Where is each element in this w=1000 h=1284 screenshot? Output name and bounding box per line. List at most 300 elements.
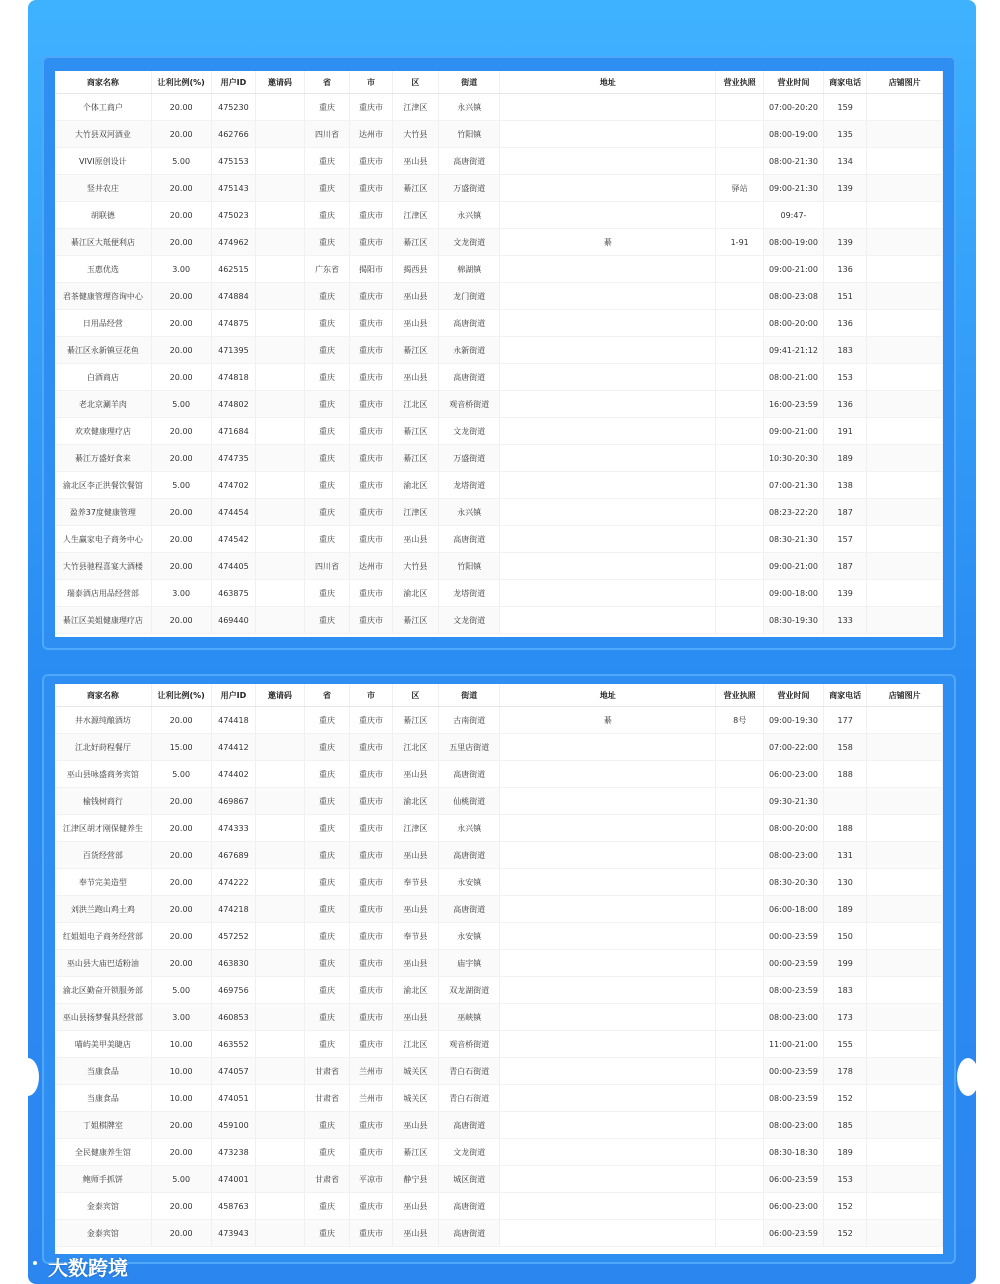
- cell-street: 双龙湖街道: [439, 977, 500, 1004]
- cell-street: 高唐街道: [439, 1220, 500, 1247]
- cell-city: 重庆市: [350, 977, 392, 1004]
- table-row[interactable]: [55, 256, 943, 283]
- cell-profit-ratio: 20.00: [151, 896, 211, 923]
- cell-shop-image: [867, 445, 943, 472]
- cell-profit-ratio: 20.00: [151, 1220, 211, 1247]
- cell-province: 重庆: [304, 896, 350, 923]
- cell-merchant-phone: 159: [823, 94, 866, 121]
- column-header-shop-image: 店铺图片: [867, 684, 943, 707]
- cell-address: [500, 364, 716, 391]
- cell-street: 城区街道: [439, 1166, 500, 1193]
- cell-merchant-phone: 134: [823, 148, 866, 175]
- cell-province: 重庆: [304, 734, 350, 761]
- cell-business-license: [716, 607, 764, 634]
- cell-user-id: 474412: [211, 734, 255, 761]
- cell-shop-image: [867, 896, 943, 923]
- cell-merchant-name: 竖井农庄: [55, 175, 151, 202]
- cell-profit-ratio: 20.00: [151, 553, 211, 580]
- cell-district: 揭西县: [392, 256, 439, 283]
- cell-street: 文龙街道: [439, 607, 500, 634]
- column-header-street: 街道: [439, 684, 500, 707]
- table-row[interactable]: [55, 1112, 943, 1139]
- cell-merchant-phone: 153: [823, 1166, 866, 1193]
- cell-street: 龙门街道: [439, 283, 500, 310]
- cell-address: [500, 418, 716, 445]
- cell-shop-image: [867, 121, 943, 148]
- table-row[interactable]: [55, 1004, 943, 1031]
- cell-street: 仙桃街道: [439, 788, 500, 815]
- cell-shop-image: [867, 256, 943, 283]
- cell-merchant-name: 君茶健康管理咨询中心: [55, 283, 151, 310]
- table-row[interactable]: [55, 499, 943, 526]
- cell-city: 重庆市: [350, 1193, 392, 1220]
- cell-merchant-name: 渝北区李正洪餐饮餐馆: [55, 472, 151, 499]
- table-row[interactable]: [55, 788, 943, 815]
- cell-province: 重庆: [304, 950, 350, 977]
- cell-business-hours: 11:00-21:00: [763, 1031, 823, 1058]
- cell-shop-image: [867, 229, 943, 256]
- cell-province: 重庆: [304, 1004, 350, 1031]
- cell-invite-code: [256, 310, 305, 337]
- table-row[interactable]: [55, 923, 943, 950]
- cell-address: [500, 553, 716, 580]
- cell-user-id: 474875: [211, 310, 255, 337]
- cell-city: 重庆市: [350, 1139, 392, 1166]
- cell-district: 綦江区: [392, 445, 439, 472]
- table-row[interactable]: [55, 121, 943, 148]
- cell-city: 重庆市: [350, 337, 392, 364]
- cell-city: 重庆市: [350, 364, 392, 391]
- cell-user-id: 467689: [211, 842, 255, 869]
- cell-merchant-name: 井水源纯酿酒坊: [55, 707, 151, 734]
- cell-city: 重庆市: [350, 1220, 392, 1247]
- cell-business-license: 驿站: [716, 175, 764, 202]
- cell-invite-code: [256, 1166, 305, 1193]
- table-row[interactable]: [55, 364, 943, 391]
- cell-city: 重庆市: [350, 1004, 392, 1031]
- cell-business-hours: 08:23-22:20: [763, 499, 823, 526]
- cell-district: 江津区: [392, 202, 439, 229]
- cell-business-hours: 09:30-21:30: [763, 788, 823, 815]
- cell-shop-image: [867, 391, 943, 418]
- table-row[interactable]: [55, 896, 943, 923]
- cell-profit-ratio: 20.00: [151, 418, 211, 445]
- cell-merchant-name: 喵屿美甲美睫店: [55, 1031, 151, 1058]
- column-header-business-license: 营业执照: [716, 684, 764, 707]
- cell-city: 重庆市: [350, 526, 392, 553]
- cell-user-id: 474405: [211, 553, 255, 580]
- cell-user-id: 460853: [211, 1004, 255, 1031]
- cell-user-id: 474402: [211, 761, 255, 788]
- table-row[interactable]: [55, 1220, 943, 1247]
- table-row[interactable]: [55, 391, 943, 418]
- cell-address: [500, 499, 716, 526]
- cell-district: 巫山县: [392, 364, 439, 391]
- table-row[interactable]: [55, 842, 943, 869]
- table-row[interactable]: [55, 1085, 943, 1112]
- table-row[interactable]: [55, 1058, 943, 1085]
- cell-city: 重庆市: [350, 94, 392, 121]
- merchant-table-card-2: [55, 684, 943, 1254]
- cell-address: [500, 923, 716, 950]
- cell-merchant-name: 巫山县大庙巴适粉油: [55, 950, 151, 977]
- cell-profit-ratio: 20.00: [151, 788, 211, 815]
- cell-merchant-phone: 178: [823, 1058, 866, 1085]
- table-row[interactable]: [55, 734, 943, 761]
- cell-shop-image: [867, 1139, 943, 1166]
- table-row[interactable]: [55, 607, 943, 634]
- cell-address: [500, 950, 716, 977]
- cell-address: [500, 121, 716, 148]
- cell-merchant-name: 老北京涮羊肉: [55, 391, 151, 418]
- cell-profit-ratio: 20.00: [151, 94, 211, 121]
- cell-shop-image: [867, 553, 943, 580]
- column-header-district: 区: [392, 71, 439, 94]
- cell-invite-code: [256, 553, 305, 580]
- cell-user-id: 475023: [211, 202, 255, 229]
- cell-street: 永安镇: [439, 923, 500, 950]
- cell-merchant-name: 綦江万盛好食来: [55, 445, 151, 472]
- table-row[interactable]: [55, 553, 943, 580]
- cell-user-id: 463875: [211, 580, 255, 607]
- cell-business-license: [716, 950, 764, 977]
- cell-profit-ratio: 20.00: [151, 1112, 211, 1139]
- cell-user-id: 474333: [211, 815, 255, 842]
- cell-shop-image: [867, 1004, 943, 1031]
- cell-invite-code: [256, 337, 305, 364]
- column-header-address: 地址: [500, 71, 716, 94]
- cell-address: [500, 1058, 716, 1085]
- cell-invite-code: [256, 607, 305, 634]
- cell-district: 巫山县: [392, 842, 439, 869]
- table-row[interactable]: [55, 472, 943, 499]
- cell-address: [500, 283, 716, 310]
- cell-merchant-name: 日用品经营: [55, 310, 151, 337]
- panel-top: [42, 56, 956, 650]
- cell-district: 奉节县: [392, 869, 439, 896]
- cell-shop-image: [867, 418, 943, 445]
- cell-profit-ratio: 5.00: [151, 472, 211, 499]
- cell-province: 重庆: [304, 202, 350, 229]
- cell-invite-code: [256, 1085, 305, 1112]
- cell-city: 重庆市: [350, 923, 392, 950]
- table-row[interactable]: [55, 580, 943, 607]
- table-row[interactable]: [55, 94, 943, 121]
- cell-shop-image: [867, 1085, 943, 1112]
- cell-business-hours: 00:00-23:59: [763, 923, 823, 950]
- merchant-table-1: [55, 71, 943, 634]
- cell-street: 永兴镇: [439, 815, 500, 842]
- table-row[interactable]: [55, 202, 943, 229]
- cell-district: 巫山县: [392, 950, 439, 977]
- cell-shop-image: [867, 526, 943, 553]
- cell-street: 万盛街道: [439, 445, 500, 472]
- cell-business-hours: 09:00-19:30: [763, 707, 823, 734]
- cell-street: 青白石街道: [439, 1058, 500, 1085]
- table-row[interactable]: [55, 526, 943, 553]
- cell-profit-ratio: 20.00: [151, 707, 211, 734]
- cell-province: 重庆: [304, 707, 350, 734]
- cell-business-license: [716, 977, 764, 1004]
- cell-profit-ratio: 10.00: [151, 1085, 211, 1112]
- cell-profit-ratio: 3.00: [151, 580, 211, 607]
- cell-street: 高唐街道: [439, 761, 500, 788]
- cell-profit-ratio: 20.00: [151, 815, 211, 842]
- cell-profit-ratio: 20.00: [151, 364, 211, 391]
- table-row[interactable]: [55, 283, 943, 310]
- cell-business-license: [716, 1058, 764, 1085]
- cell-district: 奉节县: [392, 923, 439, 950]
- cell-business-license: [716, 121, 764, 148]
- cell-address: [500, 1166, 716, 1193]
- cell-merchant-phone: 185: [823, 1112, 866, 1139]
- cell-district: 渝北区: [392, 788, 439, 815]
- cell-street: 巫峡镇: [439, 1004, 500, 1031]
- cell-user-id: 474057: [211, 1058, 255, 1085]
- cell-province: 重庆: [304, 1031, 350, 1058]
- cell-merchant-phone: 188: [823, 815, 866, 842]
- cell-profit-ratio: 10.00: [151, 1058, 211, 1085]
- cell-invite-code: [256, 175, 305, 202]
- panel-bottom: [42, 674, 956, 1264]
- cell-province: 重庆: [304, 175, 350, 202]
- merchant-table-card-1: [55, 71, 943, 637]
- cell-address: [500, 896, 716, 923]
- cell-merchant-name: VIVI原创设计: [55, 148, 151, 175]
- cell-shop-image: [867, 472, 943, 499]
- cell-user-id: 471395: [211, 337, 255, 364]
- cell-district: 静宁县: [392, 1166, 439, 1193]
- cell-merchant-phone: 139: [823, 580, 866, 607]
- cell-business-hours: 08:00-23:59: [763, 1085, 823, 1112]
- cell-province: 重庆: [304, 472, 350, 499]
- cell-business-license: [716, 553, 764, 580]
- cell-user-id: 474802: [211, 391, 255, 418]
- cell-merchant-name: 欢欢健康理疗店: [55, 418, 151, 445]
- table-row[interactable]: [55, 1139, 943, 1166]
- cell-district: 巫山县: [392, 310, 439, 337]
- cell-merchant-phone: 183: [823, 977, 866, 1004]
- cell-business-hours: 06:00-23:00: [763, 1193, 823, 1220]
- cell-business-license: [716, 148, 764, 175]
- cell-street: 棉湖镇: [439, 256, 500, 283]
- cell-merchant-name: 红姐姐电子商务经营部: [55, 923, 151, 950]
- cell-province: 重庆: [304, 1139, 350, 1166]
- table-row[interactable]: [55, 1031, 943, 1058]
- cell-district: 巫山县: [392, 526, 439, 553]
- cell-street: 永安镇: [439, 869, 500, 896]
- cell-business-license: [716, 1112, 764, 1139]
- cell-business-hours: 08:00-19:00: [763, 229, 823, 256]
- cell-business-hours: 09:41-21:12: [763, 337, 823, 364]
- cell-street: 观音桥街道: [439, 391, 500, 418]
- cell-profit-ratio: 20.00: [151, 121, 211, 148]
- cell-user-id: 475143: [211, 175, 255, 202]
- cell-street: 高唐街道: [439, 148, 500, 175]
- cell-business-license: [716, 256, 764, 283]
- cell-address: [500, 580, 716, 607]
- cell-user-id: 474454: [211, 499, 255, 526]
- cell-merchant-name: 盈养37度健康管理: [55, 499, 151, 526]
- cell-city: 平凉市: [350, 1166, 392, 1193]
- column-header-user-id: 用户ID: [211, 684, 255, 707]
- cell-user-id: 474962: [211, 229, 255, 256]
- cell-province: 重庆: [304, 1112, 350, 1139]
- cell-street: 龙塔街道: [439, 580, 500, 607]
- cell-business-license: [716, 815, 764, 842]
- cell-city: 重庆市: [350, 175, 392, 202]
- table-row[interactable]: [55, 310, 943, 337]
- table-row[interactable]: [55, 148, 943, 175]
- cell-city: 重庆市: [350, 391, 392, 418]
- cell-business-license: [716, 1220, 764, 1247]
- cell-user-id: 474051: [211, 1085, 255, 1112]
- cell-business-license: [716, 94, 764, 121]
- cell-business-hours: 06:00-18:00: [763, 896, 823, 923]
- cell-district: 綦江区: [392, 607, 439, 634]
- cell-street: 永兴镇: [439, 202, 500, 229]
- cell-address: [500, 815, 716, 842]
- left-notch: [17, 1058, 39, 1096]
- column-header-profit-ratio: 让利比例(%): [151, 71, 211, 94]
- table-row[interactable]: [55, 229, 943, 256]
- table-row[interactable]: [55, 761, 943, 788]
- cell-merchant-name: 白酒商店: [55, 364, 151, 391]
- cell-business-hours: 07:00-20:20: [763, 94, 823, 121]
- cell-address: [500, 1031, 716, 1058]
- cell-district: 巫山县: [392, 1004, 439, 1031]
- column-header-invite-code: 邀请码: [256, 684, 305, 707]
- cell-city: 兰州市: [350, 1085, 392, 1112]
- cell-address: [500, 391, 716, 418]
- cell-district: 江北区: [392, 734, 439, 761]
- cell-user-id: 469867: [211, 788, 255, 815]
- cell-shop-image: [867, 923, 943, 950]
- table-row[interactable]: [55, 950, 943, 977]
- cell-city: 重庆市: [350, 283, 392, 310]
- cell-district: 巫山县: [392, 1220, 439, 1247]
- cell-invite-code: [256, 788, 305, 815]
- cell-street: 龙塔街道: [439, 472, 500, 499]
- cell-user-id: 463830: [211, 950, 255, 977]
- cell-business-license: [716, 580, 764, 607]
- column-header-merchant-name: 商家名称: [55, 684, 151, 707]
- cell-street: 文龙街道: [439, 1139, 500, 1166]
- cell-shop-image: [867, 283, 943, 310]
- cell-profit-ratio: 20.00: [151, 607, 211, 634]
- cell-street: 竹阳镇: [439, 553, 500, 580]
- cell-profit-ratio: 5.00: [151, 148, 211, 175]
- cell-merchant-name: 胡联德: [55, 202, 151, 229]
- column-header-district: 区: [392, 684, 439, 707]
- cell-business-hours: 08:00-21:30: [763, 148, 823, 175]
- table-row[interactable]: [55, 175, 943, 202]
- table-row[interactable]: [55, 1193, 943, 1220]
- cell-business-license: [716, 761, 764, 788]
- cell-province: 重庆: [304, 607, 350, 634]
- table-row[interactable]: [55, 337, 943, 364]
- infinity-logo-icon: [8, 1257, 42, 1277]
- cell-profit-ratio: 20.00: [151, 1193, 211, 1220]
- cell-city: 重庆市: [350, 869, 392, 896]
- cell-user-id: 473943: [211, 1220, 255, 1247]
- cell-invite-code: [256, 1139, 305, 1166]
- cell-invite-code: [256, 283, 305, 310]
- cell-province: 重庆: [304, 869, 350, 896]
- cell-city: 重庆市: [350, 580, 392, 607]
- cell-business-hours: 07:00-22:00: [763, 734, 823, 761]
- cell-business-hours: 16:00-23:59: [763, 391, 823, 418]
- cell-merchant-phone: 187: [823, 499, 866, 526]
- table-row[interactable]: [55, 445, 943, 472]
- cell-business-hours: 08:30-20:30: [763, 869, 823, 896]
- cell-merchant-phone: 191: [823, 418, 866, 445]
- cell-city: 重庆市: [350, 950, 392, 977]
- cell-street: 高唐街道: [439, 310, 500, 337]
- cell-invite-code: [256, 707, 305, 734]
- cell-merchant-phone: 133: [823, 607, 866, 634]
- cell-business-hours: 08:00-23:00: [763, 1112, 823, 1139]
- cell-business-license: [716, 734, 764, 761]
- cell-address: [500, 1220, 716, 1247]
- cell-shop-image: [867, 1112, 943, 1139]
- cell-profit-ratio: 20.00: [151, 869, 211, 896]
- column-header-province: 省: [304, 684, 350, 707]
- cell-merchant-name: 百货经营部: [55, 842, 151, 869]
- cell-merchant-name: 当康食品: [55, 1085, 151, 1112]
- cell-province: 重庆: [304, 842, 350, 869]
- cell-province: 重庆: [304, 580, 350, 607]
- cell-district: 江津区: [392, 815, 439, 842]
- table-row[interactable]: [55, 1166, 943, 1193]
- cell-invite-code: [256, 734, 305, 761]
- cell-profit-ratio: 20.00: [151, 337, 211, 364]
- cell-business-hours: 08:00-23:08: [763, 283, 823, 310]
- cell-invite-code: [256, 923, 305, 950]
- cell-merchant-phone: [823, 788, 866, 815]
- cell-address: [500, 1193, 716, 1220]
- cell-business-license: 1-91: [716, 229, 764, 256]
- table-row[interactable]: [55, 869, 943, 896]
- cell-city: 重庆市: [350, 788, 392, 815]
- cell-invite-code: [256, 526, 305, 553]
- cell-province: 广东省: [304, 256, 350, 283]
- cell-address: [500, 202, 716, 229]
- cell-invite-code: [256, 815, 305, 842]
- cell-invite-code: [256, 977, 305, 1004]
- cell-shop-image: [867, 94, 943, 121]
- cell-business-hours: 08:30-18:30: [763, 1139, 823, 1166]
- cell-merchant-phone: 187: [823, 553, 866, 580]
- cell-user-id: 474222: [211, 869, 255, 896]
- cell-address: [500, 761, 716, 788]
- table-row[interactable]: [55, 815, 943, 842]
- cell-address: [500, 472, 716, 499]
- table-row[interactable]: [55, 707, 943, 734]
- cell-user-id: 474884: [211, 283, 255, 310]
- cell-district: 巫山县: [392, 148, 439, 175]
- table-row[interactable]: [55, 418, 943, 445]
- cell-merchant-phone: 131: [823, 842, 866, 869]
- merchant-table-2: [55, 684, 943, 1247]
- cell-business-hours: 08:00-23:00: [763, 842, 823, 869]
- table-body: [55, 94, 943, 634]
- cell-business-hours: 09:00-18:00: [763, 580, 823, 607]
- cell-province: 重庆: [304, 788, 350, 815]
- cell-invite-code: [256, 896, 305, 923]
- cell-invite-code: [256, 256, 305, 283]
- table-row[interactable]: [55, 977, 943, 1004]
